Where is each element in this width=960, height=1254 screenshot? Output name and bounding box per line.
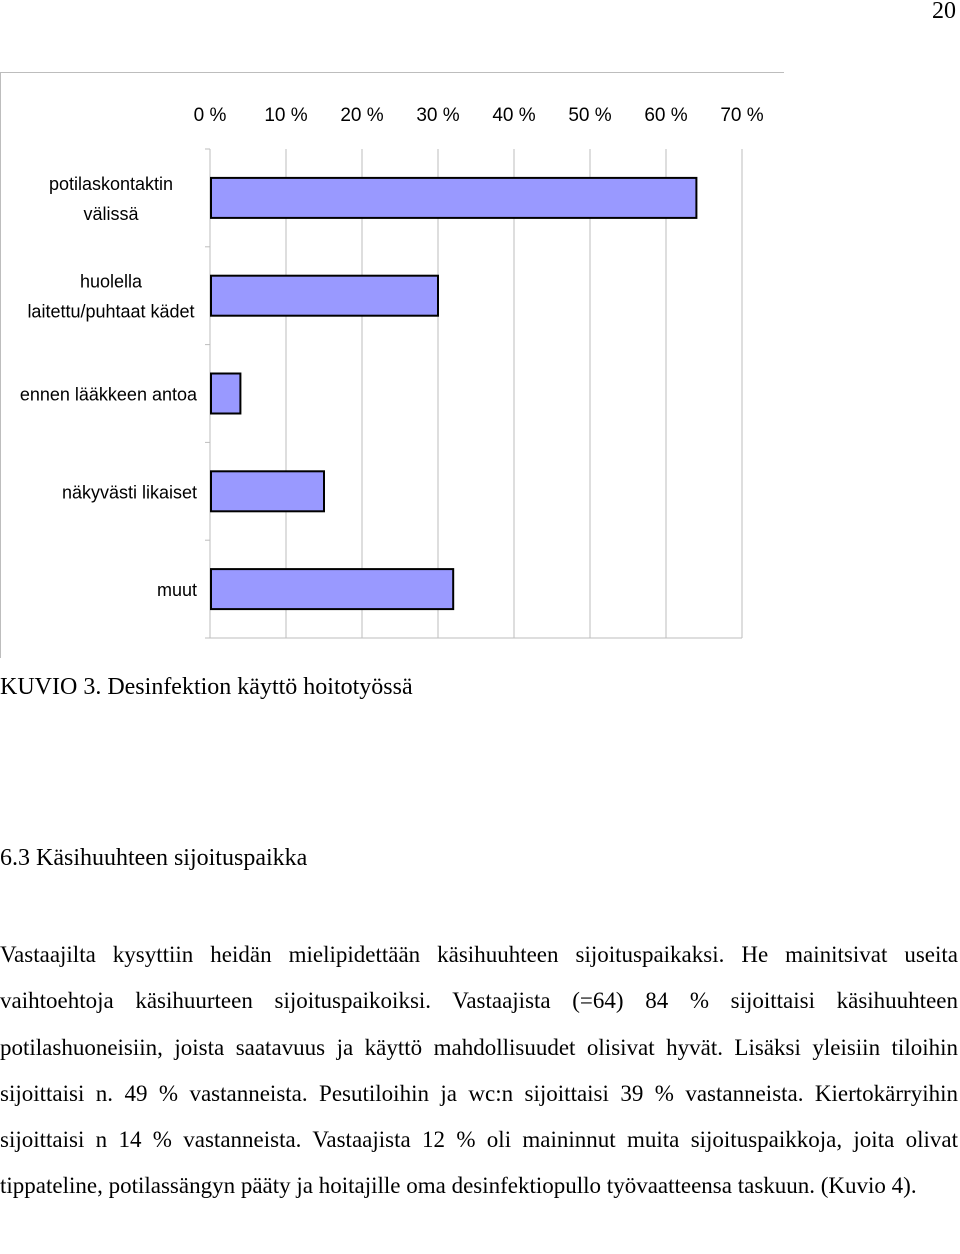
bar (211, 276, 438, 316)
x-tick-label: 50 % (568, 105, 612, 126)
category-label: ennen lääkkeen antoa (19, 384, 197, 405)
x-tick-label: 30 % (416, 105, 460, 126)
figure-caption: KUVIO 3. Desinfektion käyttö hoitotyössä (0, 674, 413, 700)
x-tick-label: 60 % (644, 105, 688, 126)
category-label: huolella laitettu/puhtaat kädet (27, 271, 195, 322)
x-tick-label: 0 % (193, 105, 227, 126)
bar (211, 374, 240, 414)
category-label: muut (156, 580, 197, 601)
bar-chart (0, 72, 784, 658)
x-tick-label: 10 % (264, 105, 308, 126)
section-heading: 6.3 Käsihuuhteen sijoituspaikka (0, 845, 308, 871)
x-tick-label: 40 % (492, 105, 536, 126)
category-label: näkyvästi likaiset (61, 482, 197, 503)
body-paragraph: Vastaajilta kysyttiin heidän mielipidettään käsihuuhteen sijoituspaikaksi. He mainitsivat useita vaihtoehtoja käsihuurteen sijoituspaikoiksi. Vastaajista (=64) 84 % sijoittaisi käsihuuhteen potilashuoneisiin, joista saatavuus ja käyttö mahdollisuudet olisivat hyvät. Lisäksi yleisiin tiloihin sijoittaisi n. 49 % vastanneista. Pesutiloihin ja wc:n sijoittaisi 39 % vastanneista. Kiertokärryihin sijoittaisi n 14 % vastanneista. Vastaajista 12 % oli maininnut muita sijoituspaikkoja, joita olivat tippateline, potilassängyn pääty ja hoitajille oma desinfektiopullo työvaatteensa taskuun. (Kuvio 4). (0, 942, 958, 1199)
page-number: 20 (932, 0, 956, 24)
x-tick-label: 70 % (720, 105, 764, 126)
category-label: potilaskontaktin välissä (48, 173, 174, 224)
bar (211, 471, 324, 511)
bar (211, 569, 453, 609)
bar (211, 178, 696, 218)
chart-plot (1, 73, 785, 659)
x-tick-label: 20 % (340, 105, 384, 126)
